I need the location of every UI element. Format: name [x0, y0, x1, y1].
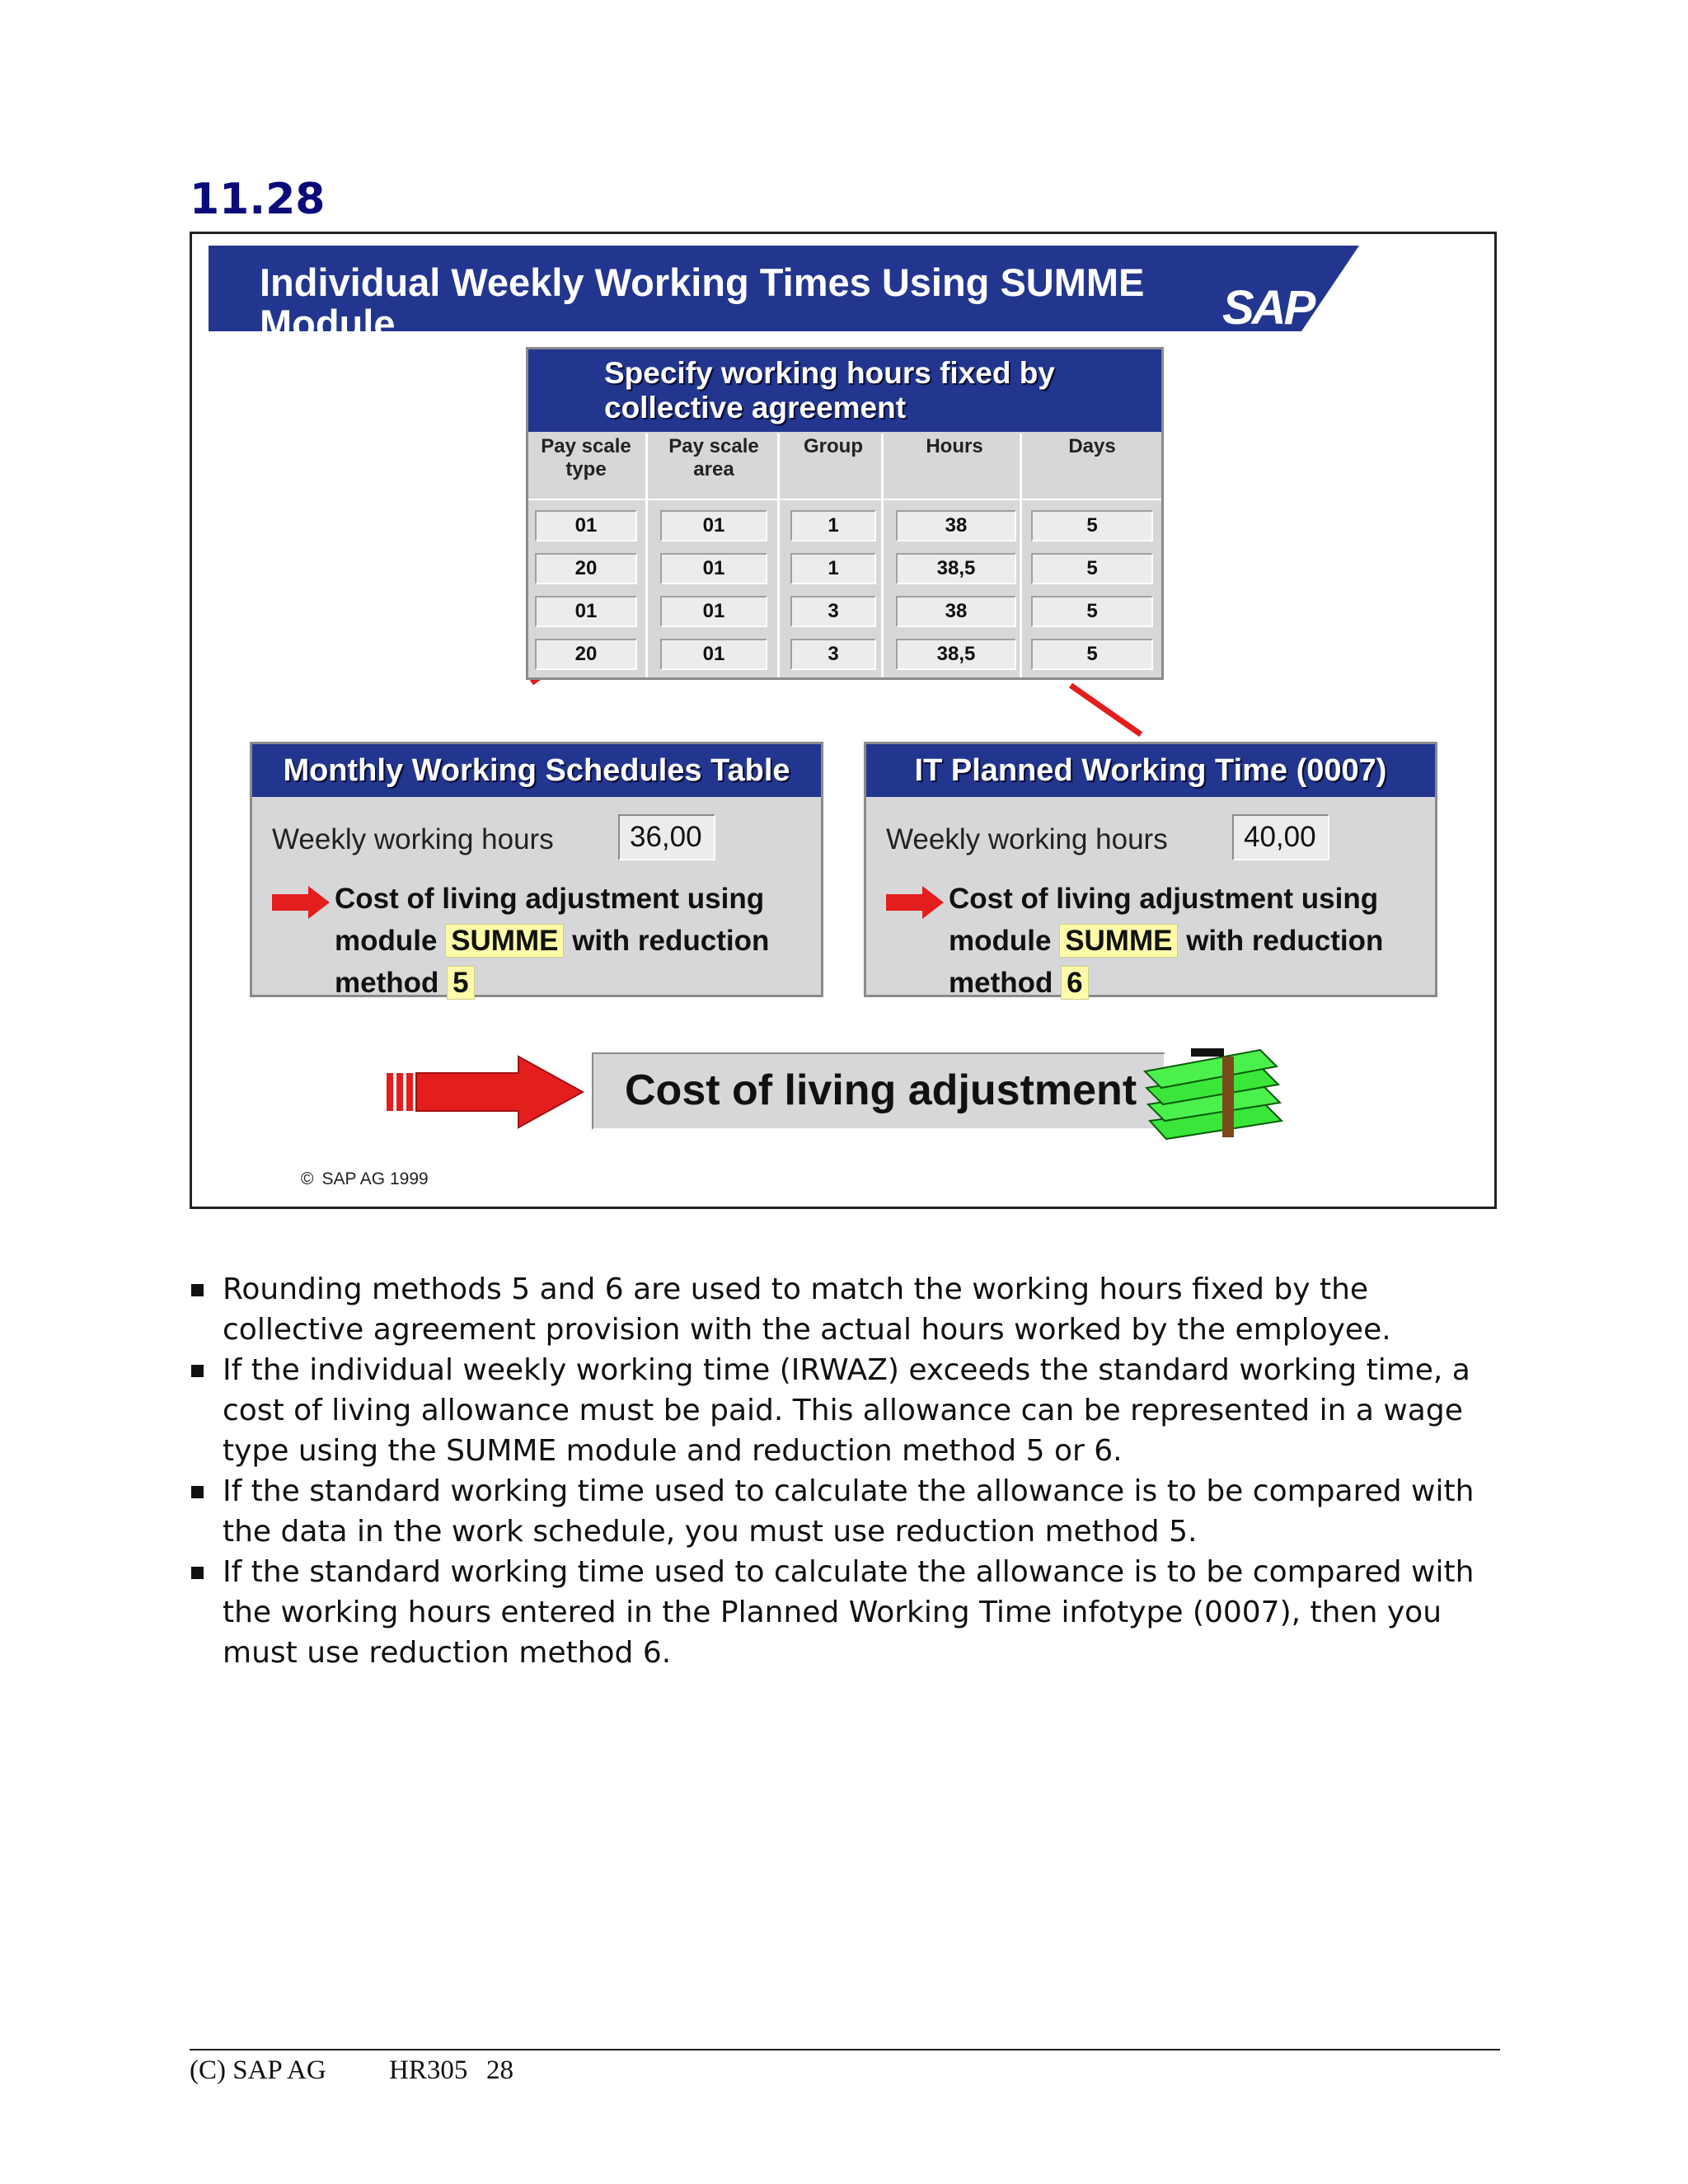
bullet-text: Rounding methods 5 and 6 are used to match the working hours fixed by the collective agreement provision with the actual hours worked by the employee.: [223, 1272, 1391, 1347]
big-red-arrow-icon: [387, 1055, 584, 1129]
slide-title: Individual Weekly Working Times Using SUMME Module: [260, 260, 1145, 345]
table-cell: 38,5: [896, 553, 1016, 584]
table-divider: [881, 434, 884, 677]
table-cell: 38: [896, 510, 1016, 541]
desc-text: with reduction: [1186, 925, 1384, 957]
box-description: [335, 878, 796, 1004]
table-cell: 1: [790, 553, 876, 584]
column-header: Pay scale area: [668, 435, 759, 480]
desc-text: method: [949, 967, 1053, 999]
copyright-icon: ©: [301, 1169, 314, 1188]
money-stack-icon: [1142, 1038, 1290, 1146]
table-cell: 5: [1031, 639, 1153, 670]
box-title: IT Planned Working Time (0007): [866, 744, 1435, 797]
weekly-hours-value: 40,00: [1232, 814, 1329, 860]
column-header: Pay scale type: [541, 435, 631, 480]
slide-title-bar: [209, 246, 1239, 345]
table-divider: [528, 499, 1161, 500]
box-description: [949, 878, 1410, 1004]
connector-right: [1069, 683, 1142, 737]
section-number: 11.28: [190, 175, 326, 224]
slide: [190, 232, 1497, 1209]
table-cell: 01: [660, 553, 767, 584]
module-highlight: SUMME: [445, 924, 564, 958]
column-header: Hours: [926, 435, 983, 457]
bullet-text: If the individual weekly working time (IRWAZ) exceeds the standard working time, a cost of living allowance must be paid. This allowance can be represented in a wage type using the SUMME module and reduction method 5 or 6.: [223, 1353, 1470, 1468]
table-cell: 3: [790, 639, 876, 670]
desc-text: module: [335, 925, 438, 957]
sap-logo-text: SAP: [1222, 281, 1314, 335]
table-divider: [777, 434, 780, 677]
column-header: Group: [804, 435, 863, 457]
cost-of-living-banner: [592, 1052, 1165, 1130]
table-cell: 01: [660, 639, 767, 670]
desc-text: method: [335, 967, 439, 999]
bullet-text: If the standard working time used to calculate the allowance is to be compared with the working hours entered in the Planned Working Time infotype (0007), then you must use reduction method 6.: [223, 1555, 1475, 1670]
box-title: Monthly Working Schedules Table: [252, 744, 821, 797]
copyright-text: SAP AG 1999: [321, 1169, 429, 1188]
desc-line: [335, 962, 796, 1004]
table-cell: 01: [660, 510, 767, 541]
red-arrow-icon: [272, 886, 330, 919]
banner-text: Cost of living adjustment: [625, 1066, 1137, 1114]
footer-divider: [190, 2049, 1500, 2050]
monthly-working-schedules-box: [250, 742, 823, 997]
table-cell: 20: [535, 639, 637, 670]
bullet-square-icon: [191, 1365, 204, 1377]
table-cell: 01: [660, 596, 767, 627]
table-cell: 01: [535, 596, 637, 627]
table-cell: 1: [790, 510, 876, 541]
table-title-bar: [528, 349, 1161, 432]
footer-company: (C) SAP AG: [190, 2055, 326, 2085]
slide-copyright: [301, 1169, 429, 1189]
footer-page: 28: [486, 2055, 513, 2085]
table-divider: [645, 434, 648, 677]
table-cell: 5: [1031, 510, 1153, 541]
table-cell: 5: [1031, 553, 1153, 584]
table-cell: 5: [1031, 596, 1153, 627]
bullet-square-icon: [191, 1567, 204, 1579]
module-highlight: SUMME: [1059, 924, 1178, 958]
desc-text: module: [949, 925, 1052, 957]
planned-working-time-box: [864, 742, 1437, 997]
column-header: Days: [1068, 435, 1116, 457]
method-highlight: 6: [1061, 966, 1088, 1000]
bullet-square-icon: [191, 1486, 204, 1498]
bullet-square-icon: [191, 1284, 204, 1296]
bullet-item: [190, 1350, 1508, 1471]
table-cell: 01: [535, 510, 637, 541]
desc-line: Cost of living adjustment using: [335, 883, 765, 915]
table-cell: 20: [535, 553, 637, 584]
desc-line: [949, 962, 1410, 1004]
table-cell: 38,5: [896, 639, 1016, 670]
method-highlight: 5: [447, 966, 474, 1000]
desc-text: with reduction: [572, 925, 770, 957]
bullet-item: [190, 1269, 1508, 1350]
table-divider: [1020, 434, 1022, 677]
table-title: Specify working hours fixed by collective agreement: [604, 356, 1055, 424]
desc-line: [949, 920, 1410, 962]
bullet-list: [190, 1269, 1508, 1673]
weekly-hours-label: Weekly working hours: [886, 823, 1168, 855]
weekly-hours-label: Weekly working hours: [272, 823, 554, 855]
table-cell: 3: [790, 596, 876, 627]
red-arrow-icon: [886, 886, 944, 919]
weekly-hours-value: 36,00: [618, 814, 715, 860]
collective-agreement-table: [526, 347, 1164, 680]
table-cell: 38: [896, 596, 1016, 627]
desc-line: Cost of living adjustment using: [949, 883, 1379, 915]
desc-line: [335, 920, 796, 962]
bullet-item: [190, 1471, 1508, 1552]
footer-course: HR305: [389, 2055, 468, 2085]
bullet-text: If the standard working time used to calculate the allowance is to be compared with the data in the work schedule, you must use reduction method 5.: [223, 1474, 1475, 1549]
bullet-item: [190, 1552, 1508, 1673]
